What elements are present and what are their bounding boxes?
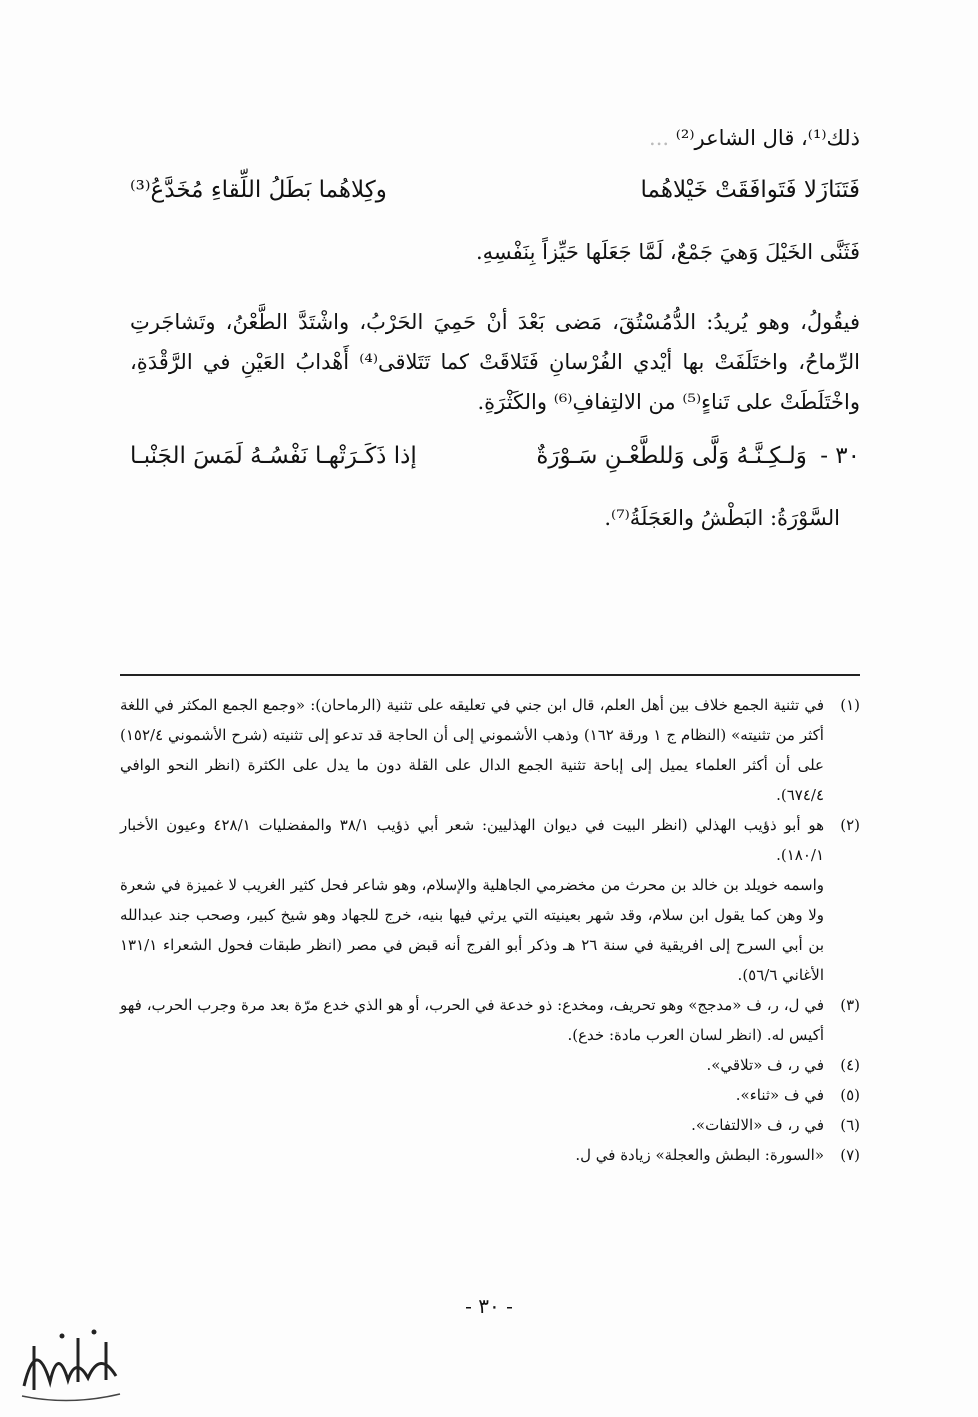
footnote-number: (٤) <box>840 1056 860 1074</box>
footnote-3 <box>120 990 860 1050</box>
verse-number: ٣٠ - <box>820 443 860 469</box>
verse-1-first-hemistich: فَتَنَازَلا فَتَوافَقَتْ خَيْلاهُما <box>640 177 860 203</box>
footnote-2 <box>120 810 860 870</box>
footnote-text: في ر، ف «تلاقي». <box>706 1056 824 1074</box>
footnote-text: في ل، ر، ف «مدجج» وهو تحريف، ومخدع: ذو خدعة في الحرب، أو هو الذي خدع مرّة بعد مرة وجرب الحرب، فهو أكيس له. (انظر لسان العرب مادة: خدع). <box>120 996 824 1044</box>
footnote-text: في ف «ثناء». <box>735 1086 824 1104</box>
verse-30-second-hemistich: إذا ذَكَـرَتْهـا نَفْسُـهُ لَمَسَ الجَنْبـا <box>130 443 417 469</box>
verse-1 <box>130 170 860 210</box>
footnote-number: (١) <box>840 696 860 714</box>
verse-30-first-hemistich <box>536 436 860 476</box>
footnote-2-continuation: واسمه خويلد بن خالد بن محرث من مخضرمي الجاهلية والإسلام، وهو شاعر فحل كثير الغريب لا غميزة في شعرة ولا وهن كما يقول ابن سلام، وقد شهر بعينيته التي يرثي فيها بنيه، خرج للجهاد وهو شيخ كبير، وصحب جند عبدالله بن أبي السرح إلى افريقية في سنة ٢٦ هـ وذكر أبو الفرج أنه قبض في مصر (انظر طبقات فحول الشعراء ١٣١/١ الأغاني ٥٦/٦). <box>120 876 824 984</box>
footnote-number: (٣) <box>840 996 860 1014</box>
intro-line <box>130 118 860 158</box>
main-text <box>130 118 860 538</box>
word-gloss: السَّوْرَةُ: البَطْشُ والعَجَلَةُ⁽⁷⁾. <box>604 506 840 530</box>
footnote-5 <box>120 1080 860 1110</box>
footnote-1 <box>120 690 860 810</box>
verse-1-explanation: فَثَنَّى الخَيْلَ وَهيَ جَمْعٌ، لَمَّا جَعَلَها حَيِّزاً بِنَفْسِهِ. <box>475 240 860 264</box>
verse-30-first-text: وَلـكِـنَّـهُ وَلَّى وَللطَّعْـنِ سَـوْرَةٌ <box>536 443 807 469</box>
footnote-text: في ر، ف «الالتفات». <box>691 1116 824 1134</box>
footnote-text: في تثنية الجمع خلاف بين أهل العلم، قال ابن جني في تعليقه على تثنية (الرماحان): «وجمع الجمع المكثر في اللغة أكثر من تثنيته» (النظام ج ١ ورقة ١٦٢) وذهب الأشموني إلى أن الحاجة قد تدعو إلى تثنيته (شرح الأشموني ١٥٢/٤) على أن أكثر العلماء يميل إلى إباحة تثنية الجمع الدال على القلة دون ما يدل على الكثرة (انظر النحو الوافي ٦٧٤/٤). <box>120 696 824 804</box>
verse-1-second-hemistich: وكِلاهُما بَطَلُ اللِّقاءِ مُخَدَّعُ⁽³⁾ <box>130 177 387 203</box>
footnote-6 <box>120 1110 860 1140</box>
calligraphy-stamp-icon <box>16 1316 126 1408</box>
footnotes <box>120 690 860 1170</box>
footnote-text: هو أبو ذؤيب الهذلي (انظر البيت في ديوان الهذليين: شعر أبي ذؤيب ٣٨/١ والمفضليات ٤٢٨/١ وعيون الأخبار ١٨٠/١). <box>120 816 824 864</box>
footnote-number: (٥) <box>840 1086 860 1104</box>
footnote-number: (٢) <box>840 816 860 834</box>
footnote-divider <box>120 674 860 676</box>
verse-30 <box>130 436 860 476</box>
footnote-4 <box>120 1050 860 1080</box>
intro-text: ذلك⁽¹⁾، قال الشاعر⁽²⁾ <box>675 126 860 150</box>
footnote-number: (٦) <box>840 1116 860 1134</box>
footnote-number: (٧) <box>840 1146 860 1164</box>
intro-faded-text: ... <box>649 126 670 150</box>
footnote-7 <box>120 1140 860 1170</box>
page-number: - ٣٠ - <box>465 1294 513 1318</box>
commentary-paragraph: فيقُولُ، وهو يُريدُ: الدُّمُسْتُقَ، مَضى بَعْدَ أنْ حَمِيَ الحَرْبُ، واشْتَدَّ الطَّعْنُ، وتَشاجَرتِ الرِّماحُ، واختَلَفَتْ بها أيْدي الفُرْسانِ فَتَلاقَتْ كما تَتَلاقى⁽⁴⁾ أَهْدابُ العَيْنِ في الرَّقْدَةِ، واخْتَلَطَتْ على تَناءٍ⁽⁵⁾ من الالتِفافِ⁽⁶⁾ والكَثْرَةِ. <box>130 310 860 414</box>
calligraphy-stamp-logo <box>16 1316 126 1408</box>
footnote-text: «السورة: البطش والعجلة» زيادة في ل. <box>575 1146 824 1164</box>
